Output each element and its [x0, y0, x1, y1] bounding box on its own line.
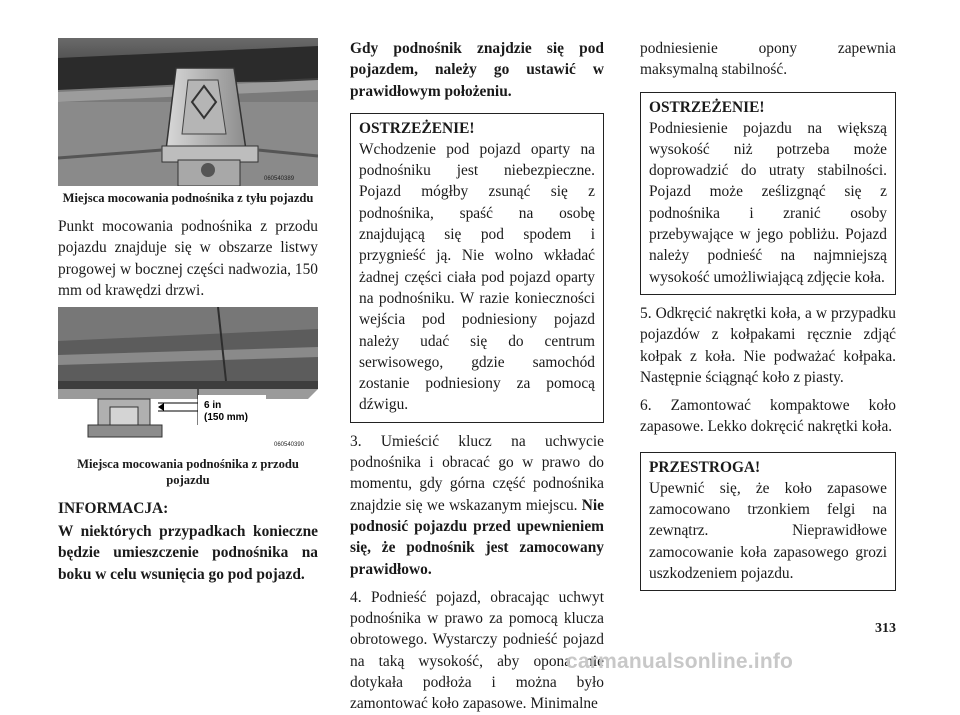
column-middle: [350, 38, 604, 715]
column-right: [640, 38, 896, 599]
warning-box: [640, 92, 896, 295]
watermark: carmanualsonline.info: [566, 650, 794, 673]
figure-code: 060540390: [274, 442, 305, 449]
caution-box: [640, 452, 896, 591]
front-jack-point-image: [58, 307, 318, 452]
figure-code: 060540389: [264, 176, 295, 182]
warning-box: [350, 113, 604, 423]
warning-text: Podniesienie pojazdu na większą wysokość niż potrzeba może doprowadzić do utraty stabilności. Pojazd może ześlizgnąć się z podnośnika i zranić osoby przebywające w jego pobliżu. Pojazd należy podnieść na najmniejszą wysokość umożliwiającą zdjęcie koła.: [649, 119, 887, 286]
step-6: 6. Zamontować kompaktowe koło zapasowe. Lekko dokręcić nakrętki koła.: [640, 397, 896, 436]
page-number: 313: [875, 621, 896, 636]
measure-label-mm: (150 mm): [204, 412, 248, 424]
rear-jack-point-image: [58, 38, 318, 186]
paragraph: Punkt mocowania podnośnika z przodu pojazdu znajduje się w obszarze listwy progowej w bocznej części nadwozia, 150 mm od krawędzi drzwi.: [58, 218, 318, 299]
figure-caption: Miejsca mocowania podnośnika z tyłu pojazdu: [62, 191, 314, 205]
step-3: [350, 431, 604, 580]
caution-title: PRZESTROGA!: [649, 458, 761, 476]
info-heading: INFORMACJA:: [58, 500, 169, 518]
warning-title: OSTRZEŻENIE!: [359, 119, 475, 137]
continued-paragraph: podniesienie opony zapewnia maksymalną stabilność.: [640, 40, 896, 79]
step-3-text: 3. Umieścić klucz na uchwycie podnośnika i obracać go w prawo do momentu, gdy górna część podnośnika znajdzie się we wskazanym miejscu.: [350, 432, 604, 514]
warning-text: Wchodzenie pod pojazd oparty na podnośniku jest niebezpieczne. Pojazd mógłby zsunąć się z podnośnika, spaść na osobę znajdującą się pod spodem i przygnieść ją. Nie wolno wkładać żadnej części ciała pod pojazd oparty na podnośniku. W razie konieczności wejścia pod podniesiony pojazd należy udać się do centrum serwisowego, gdzie samochód zostanie podniesiony za pomocą dźwigu.: [359, 140, 595, 414]
measure-label-inches: 6 in: [204, 400, 222, 412]
step-4: 4. Podnieść pojazd, obracając uchwyt podnośnika w prawo za pomocą klucza obrotowego. Wystarczy podnieść pojazd na taką wysokość, aby opona nie dotykała podłoża i można było zamontować koło zapasowe. Minimalne: [350, 588, 604, 713]
caution-text: Upewnić się, że koło zapasowe zamocowano trzonkiem felgi na zewnątrz. Nieprawidłowe zamocowanie koła zapasowego grozi uszkodzeniem pojazdu.: [649, 479, 887, 582]
column-left: [58, 38, 318, 585]
warning-title: OSTRZEŻENIE!: [649, 98, 765, 116]
info-text: W niektórych przypadkach konieczne będzie umieszczenie podnośnika na boku w celu wsunięcia go pod pojazd.: [58, 523, 318, 583]
step-5: 5. Odkręcić nakrętki koła, a w przypadku pojazdów z kołpakami ręcznie zdjąć kołpak z koła. Nie podważać kołpaka. Następnie ściągnąć koło z piasty.: [640, 304, 896, 386]
rear-jack-point-illustration: [58, 38, 318, 186]
figure-caption: Miejsca mocowania podnośnika z przodu pojazdu: [77, 457, 299, 488]
front-jack-point-illustration: [58, 307, 318, 452]
step-3-bold: Nie podnosić pojazdu przed upewnieniem się, że podnośnik jest zamocowany prawidłowo.: [350, 496, 604, 578]
intro-paragraph: Gdy podnośnik znajdzie się pod pojazdem, należy go ustawić w prawidłowym położeniu.: [350, 40, 604, 100]
